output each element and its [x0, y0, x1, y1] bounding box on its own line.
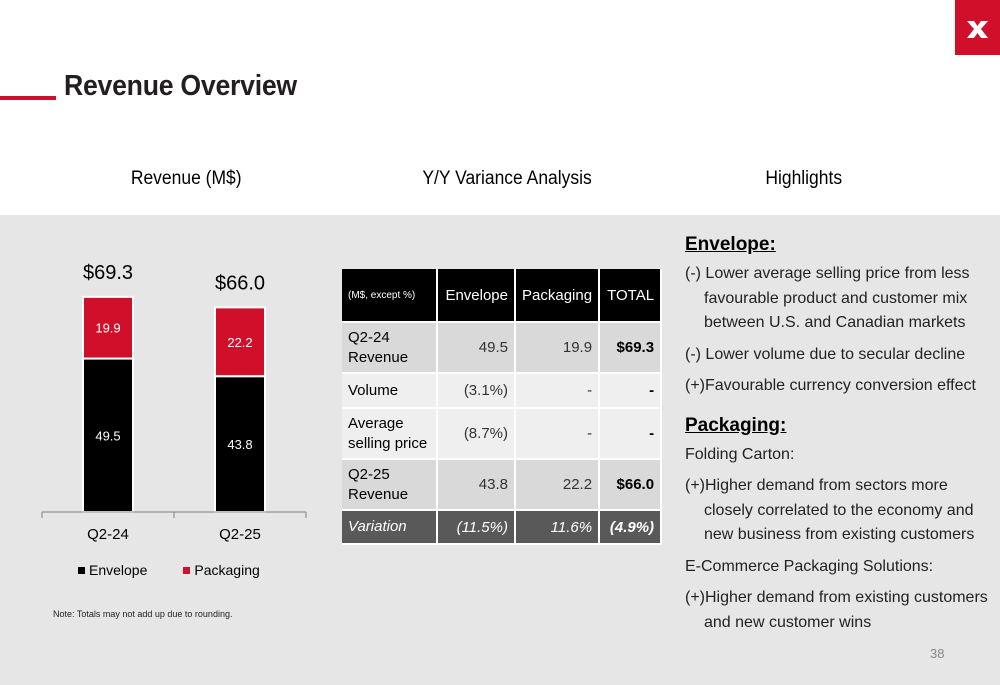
list-item: (-) Lower average selling price from less favourable product and customer mix between U.S. and Canadian markets	[685, 265, 970, 331]
table-heading: Y/Y Variance Analysis	[422, 168, 592, 189]
cell-total: $66.0	[600, 460, 662, 511]
list-item: (+)Favourable currency conversion effect	[685, 377, 976, 394]
cell-packaging: 22.2	[516, 460, 600, 511]
table-header-units: (M$, except %)	[342, 269, 438, 323]
company-logo	[955, 0, 1000, 55]
category-tick-label: Q2-24	[87, 526, 129, 543]
row-label: Average selling price	[342, 409, 438, 460]
page-title: Revenue Overview	[64, 70, 297, 102]
cell-envelope: (11.5%)	[438, 511, 516, 545]
table-header-total: TOTAL	[600, 269, 662, 323]
packaging-heading: Packaging:	[685, 414, 787, 436]
cell-total: -	[600, 374, 662, 409]
table-header-packaging: Packaging	[516, 269, 600, 323]
table-row	[342, 460, 662, 511]
chart-legend	[78, 562, 260, 578]
list-item: (+)Higher demand from sectors more closely correlated to the economy and new business from existing customers	[685, 477, 975, 543]
cell-packaging: 19.9	[516, 323, 600, 374]
cell-total: (4.9%)	[600, 511, 662, 545]
legend-item-packaging	[183, 562, 259, 578]
chart-heading: Revenue (M$)	[130, 168, 242, 189]
row-label: Q2-24 Revenue	[342, 323, 438, 374]
title-accent-rule	[0, 96, 56, 100]
page-number: 38	[930, 646, 945, 661]
legend-item-envelope	[78, 562, 147, 578]
data-label-packaging: 19.9	[95, 320, 121, 336]
cell-packaging: -	[516, 374, 600, 409]
list-item: (-) Lower volume due to secular decline	[685, 345, 966, 363]
folding-carton-label: Folding Carton:	[685, 445, 795, 463]
row-label: Q2-25 Revenue	[342, 460, 438, 511]
cell-total: $69.3	[600, 323, 662, 374]
data-label-envelope: 49.5	[95, 428, 121, 444]
data-label-packaging: 22.2	[227, 334, 253, 350]
list-item: (+)Higher demand from existing customers and new customer wins	[685, 589, 988, 631]
cell-envelope: (3.1%)	[438, 374, 516, 409]
total-label: $66.0	[214, 272, 266, 295]
table-header-row	[342, 269, 662, 323]
table-row	[342, 323, 662, 374]
cell-packaging: -	[516, 409, 600, 460]
table-header-envelope: Envelope	[438, 269, 516, 323]
highlights-heading: Highlights	[765, 168, 843, 189]
legend-label-envelope: Envelope	[89, 562, 148, 578]
legend-swatch-packaging	[183, 567, 190, 574]
cell-packaging: 11.6%	[516, 511, 600, 545]
category-tick-label: Q2-25	[219, 526, 261, 543]
ecommerce-label: E-Commerce Packaging Solutions:	[685, 557, 934, 575]
table-row	[342, 409, 662, 460]
data-label-envelope: 43.8	[227, 437, 253, 453]
total-label: $69.3	[82, 261, 134, 284]
x-logo-icon	[955, 0, 1000, 55]
cell-envelope: 43.8	[438, 460, 516, 511]
cell-envelope: 49.5	[438, 323, 516, 374]
rounding-note: Note: Totals may not add up due to rounding.	[53, 609, 233, 619]
envelope-heading: Envelope:	[685, 234, 776, 255]
cell-envelope: (8.7%)	[438, 409, 516, 460]
revenue-chart-svg	[0, 215, 320, 555]
cell-total: -	[600, 409, 662, 460]
legend-label-packaging: Packaging	[194, 562, 260, 578]
row-label: Variation	[342, 511, 438, 545]
legend-swatch-envelope	[78, 567, 85, 574]
table-row	[342, 374, 662, 409]
highlights-panel	[685, 232, 995, 642]
variance-table	[342, 269, 662, 545]
table-row-variation	[342, 511, 662, 545]
row-label: Volume	[342, 374, 438, 409]
